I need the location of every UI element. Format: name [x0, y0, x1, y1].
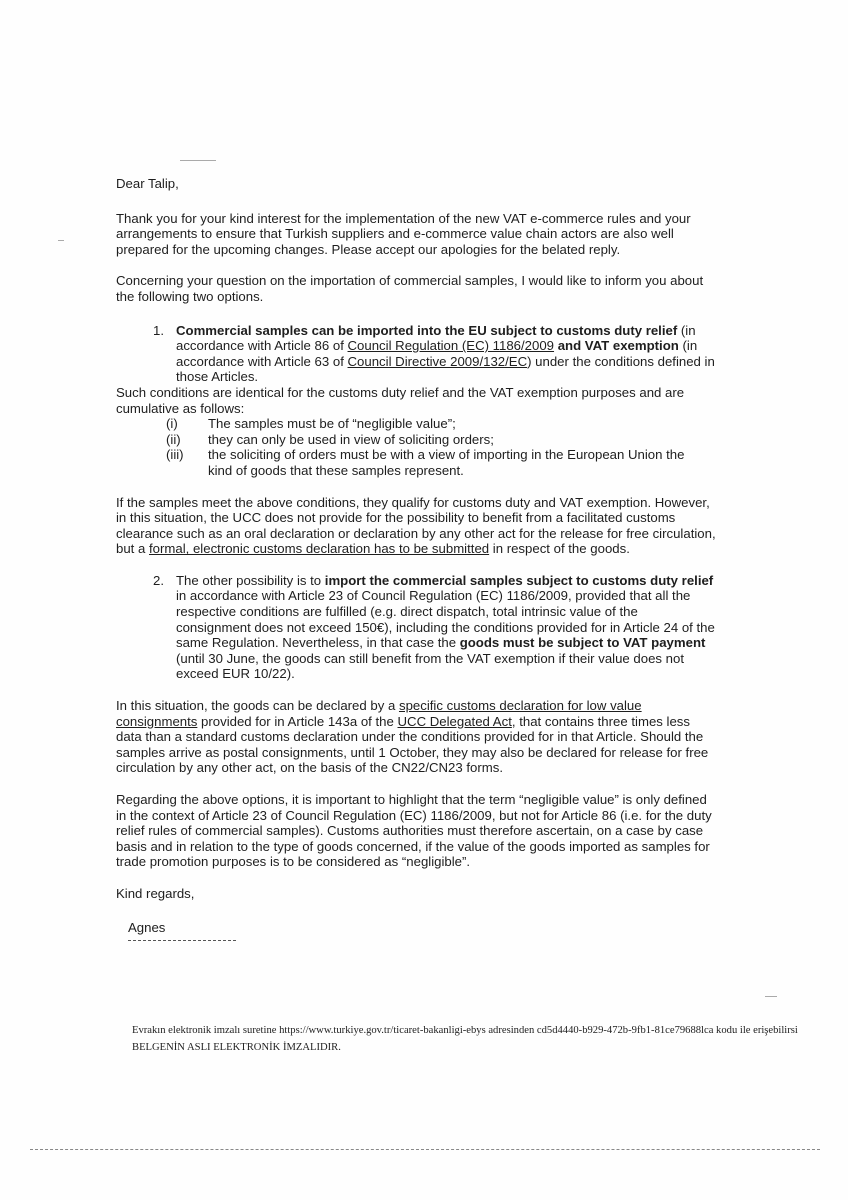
closing: Kind regards,: [116, 885, 195, 901]
option-2-text-b: in accordance with Article 23 of Council Regulation (EC) 1186/2009, provided that all the respective conditions are fulfilled (e.g. direct dispatch, total intrinsic value of the consignment does not exceed 150€), including the conditions provided for in Article 24 of the same Regulation. Nevertheless, in that case the: [176, 588, 715, 651]
footer-original-notice: BELGENİN ASLI ELEKTRONİK İMZALIDIR.: [132, 1042, 341, 1053]
condition-number: (iii): [166, 447, 184, 463]
e-signature-footer: [132, 1024, 822, 1054]
conditions-intro: Such conditions are identical for the customs duty relief and the VAT exemption purposes and are cumulative as follows:: [116, 384, 685, 416]
scan-speck: [180, 160, 216, 161]
para3-text-a: If the samples meet the above conditions, they qualify for customs duty and VAT exemption. However, in this situation, the UCC does not provide for the possibility to benefit from a facilitated customs clearance such as an oral declaration or declaration by any other act for the release for free circulation, but a: [116, 494, 716, 557]
paragraph-low-value: [116, 698, 716, 776]
paragraph-question: Concerning your question on the importation of commercial samples, I would like to inform you about the following two options.: [116, 273, 704, 304]
option-1-text-b: (in accordance with Article 63 of: [176, 338, 698, 369]
salutation: Dear Talip,: [116, 176, 179, 191]
option-1-text: [176, 323, 716, 385]
para4-text-c: , that contains three times less data than a standard customs declaration under the conditions provided for in that Article. Should the samples arrive as postal consignments, until 1 October, they may also be declared for release for free circulation by any other act, on the basis of the CN22/CN23 forms.: [116, 713, 709, 776]
option-1: [116, 323, 716, 385]
condition-item: [166, 416, 716, 432]
para4-text-a: In this situation, the goods can be declared by a: [116, 698, 399, 714]
paragraph-intro: Thank you for your kind interest for the implementation of the new VAT e-commerce rules and your arrangements to ensure that Turkish suppliers and e-commerce value chain actors are also well prepared for the upcoming changes. Please accept our apologies for the belated reply.: [116, 210, 691, 257]
low-value-declaration-link[interactable]: specific customs declaration for low value consignments: [116, 698, 642, 729]
council-regulation-link[interactable]: Council Regulation (EC) 1186/2009: [347, 338, 555, 354]
option-2-text: [176, 573, 716, 682]
para3-text-b: in respect of the goods.: [489, 541, 630, 557]
ucc-delegated-act-link[interactable]: UCC Delegated Act: [397, 713, 512, 729]
option-number: 1.: [153, 322, 164, 338]
paragraph-conditions-met: [116, 495, 716, 557]
signature: Agnes: [128, 919, 166, 935]
condition-item: [166, 432, 716, 448]
paragraph-negligible-value: Regarding the above options, it is important to highlight that the term “negligible value” is only defined in the context of Article 23 of Council Regulation (EC) 1186/2009, but not for Article 86 (i.e. for the duty relief rules of commercial samples). Customs authorities must therefore ascertain, on a case by case basis and in relation to the type of goods concerned, if the value of the goods imported as samples for trade promotion purposes is to be considered as “negligible”.: [116, 792, 712, 870]
letter-body: [116, 176, 716, 941]
condition-text: The samples must be of “negligible value”;: [208, 416, 456, 432]
conditions-list: [166, 416, 716, 478]
signature-dash-line: [128, 939, 236, 941]
condition-item: [166, 447, 716, 478]
options-list-2: [116, 573, 716, 682]
option-1-text-a: (in accordance with Article 86 of: [176, 322, 696, 354]
option-2: [116, 573, 716, 682]
option-1-bold-b: and VAT exemption: [554, 338, 679, 354]
bottom-dashed-rule: [30, 1148, 820, 1150]
option-2-text-c: (until 30 June, the goods can still benefit from the VAT exemption if their value does not exceed EUR 10/22).: [176, 650, 685, 682]
options-list: [116, 323, 716, 385]
option-2-bold-b: goods must be subject to VAT payment: [459, 635, 706, 651]
footer-verification-line: Evrakın elektronik imzalı suretine https://www.turkiye.gov.tr/ticaret-bakanligi-ebys adresinden cd5d4440-b929-472b-9fb1-81ce79688lca kodu ile erişebilirsi: [132, 1025, 798, 1036]
condition-number: (i): [166, 416, 178, 432]
condition-text: the soliciting of orders must be with a view of importing in the European Union the kind of goods that these samples represent.: [208, 447, 685, 478]
para4-text-b: provided for in Article 143a of the: [197, 713, 398, 729]
option-2-bold-a: import the commercial samples subject to customs duty relief: [324, 572, 714, 588]
option-1-bold-a: Commercial samples can be imported into the EU subject to customs duty relief: [176, 322, 678, 338]
option-number: 2.: [153, 572, 164, 588]
council-directive-link[interactable]: Council Directive 2009/132/EC: [347, 353, 528, 369]
scan-speck: [58, 240, 64, 241]
scan-speck: [765, 996, 777, 997]
formal-declaration-link[interactable]: formal, electronic customs declaration has to be submitted: [149, 541, 490, 557]
condition-number: (ii): [166, 431, 181, 447]
option-2-text-a: The other possibility is to: [176, 572, 325, 588]
condition-text: they can only be used in view of soliciting orders;: [208, 431, 494, 447]
option-1-text-c: ) under the conditions defined in those Articles.: [176, 353, 715, 385]
